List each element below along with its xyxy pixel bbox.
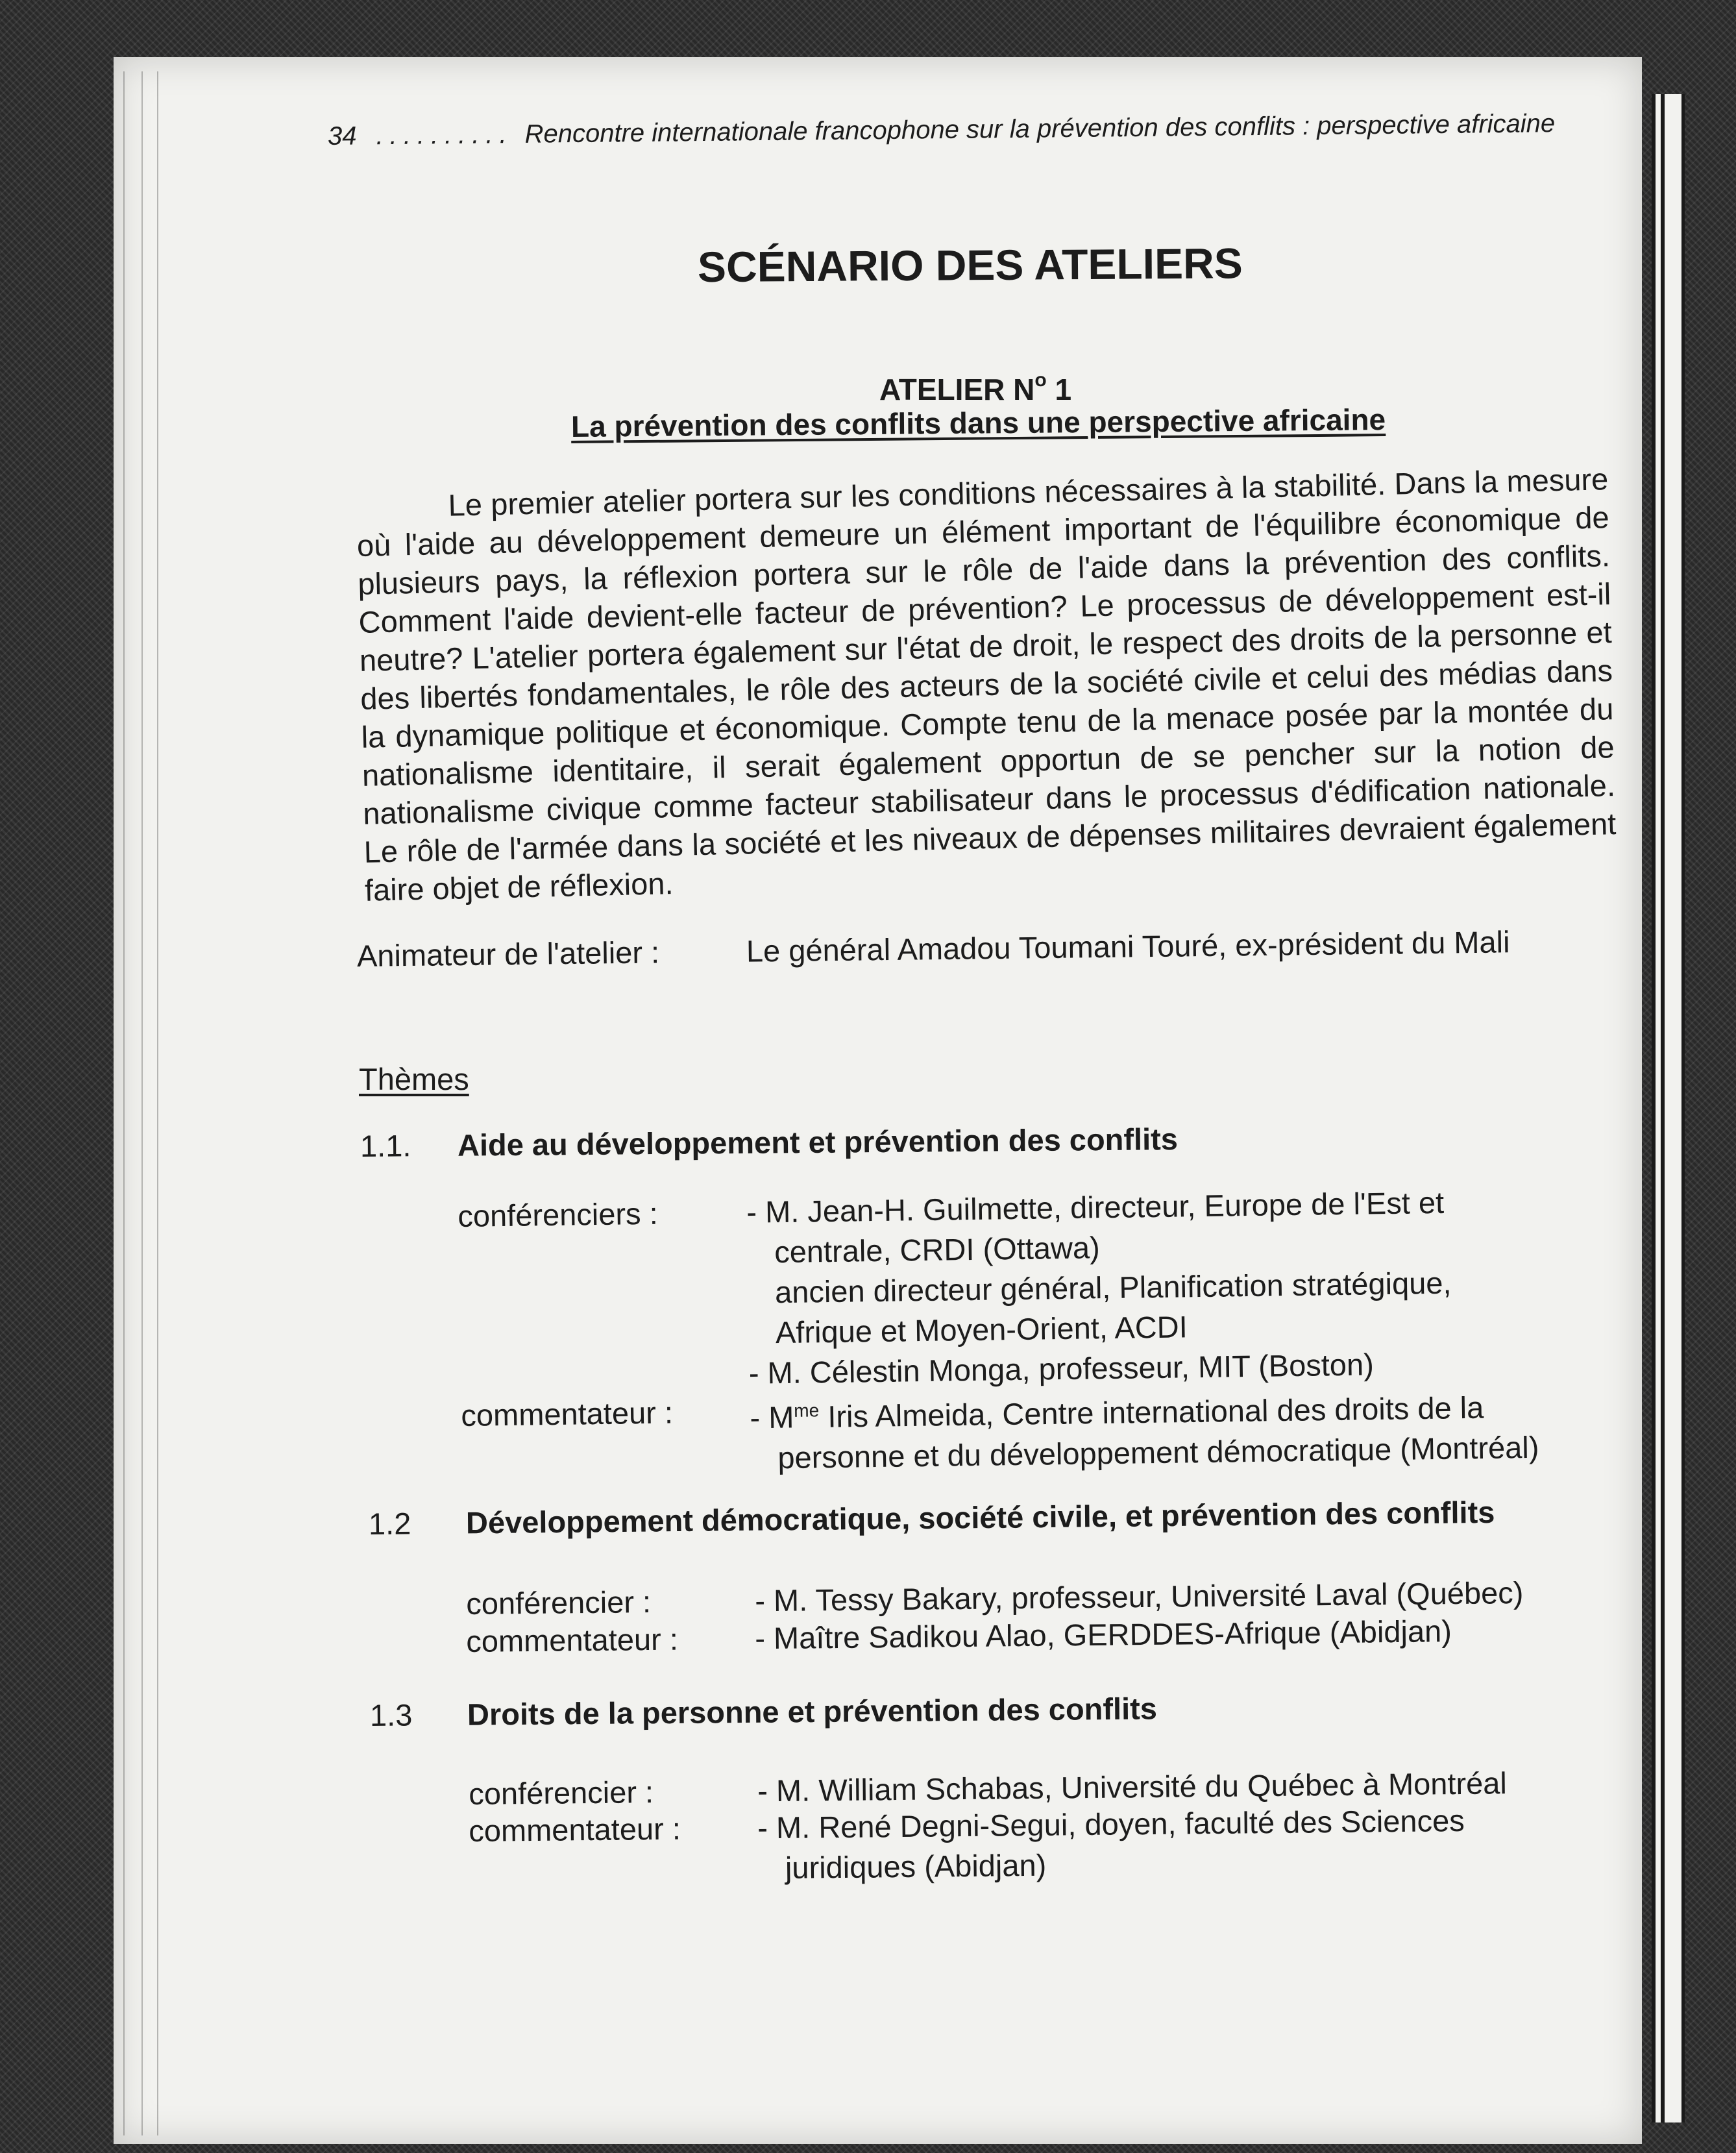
commentator-block [469, 1801, 1465, 1891]
running-title: Rencontre internationale francophone sur la prévention des conflits : perspective africaine [524, 109, 1556, 149]
commentator-line: personne et du développement démocratique (Montréal) [777, 1429, 1539, 1475]
speaker-line: - M. Tessy Bakary, professeur, Université Laval (Québec) [755, 1575, 1524, 1618]
commentator-line: - $M^{me}$ Iris Almeida, Centre international des droits de la [750, 1390, 1484, 1435]
section-number: 1.2 [368, 1506, 411, 1541]
speaker-line: - M. William Schabas, Université du Québec à Montréal [757, 1765, 1508, 1808]
section-heading [369, 1494, 1495, 1542]
commentator-line: - Maître Sadikou Alao, GERDDES-Afrique (Abidjan) [755, 1614, 1452, 1656]
animateur-value: Le général Amadou Toumani Touré, ex-président du Mali [746, 924, 1510, 968]
commentator-line: - M. René Degni-Segui, doyen, faculté des Sciences [757, 1802, 1465, 1845]
page-title: SCÉNARIO DES ATELIERS [697, 239, 1243, 291]
speakers-block [458, 1183, 1453, 1397]
atelier-label: ATELIER N [879, 373, 1035, 406]
atelier-subtitle: La prévention des conflits dans une perspective africaine [570, 402, 1386, 443]
commentator-role: commentateur : [466, 1621, 679, 1658]
atelier-label-sup: o [1034, 369, 1047, 391]
atelier-number: 1 [1055, 373, 1072, 406]
speaker-names [746, 1183, 1453, 1394]
section-heading [360, 1121, 1178, 1164]
speaker-role: conférenciers : [458, 1196, 659, 1233]
animateur-label: Animateur de l'atelier : [356, 935, 660, 973]
section-number: 1.3 [369, 1697, 413, 1732]
intro-text: Le premier atelier portera sur les conditions nécessaires à la stabilité. Dans la mesure où l'aide au développement demeure un élément important de l'équilibre économique de plusieurs pays, la réflexion portera sur le rôle de l'aide dans la prévention des conflits. Comment l'aide devient-elle facteur de prévention? Le processus de développement est-il neutre? L'atelier portera également sur l'état de droit, le respect des droits de la personne et des libertés fondamentales, le rôle des acteurs de la société civile et celui des médias dans la dynamique politique et économique. Compte tenu de la menace posée par la montée du nationalisme identitaire, il serait également opportun de se pencher sur la notion de nationalisme civique comme facteur stabilisateur dans le processus d'édification nationale. Le rôle de l'armée dans la société et les niveaux de dépenses militaires devraient également faire objet de réflexion. [356, 461, 1617, 907]
speaker-line: centrale, CRDI (Ottawa) [774, 1230, 1101, 1270]
atelier-heading [879, 369, 1072, 407]
speaker-line: Afrique et Moyen-Orient, ACDI [775, 1309, 1188, 1350]
intro-paragraph [356, 460, 1617, 909]
commentator-line: juridiques (Abidjan) [785, 1847, 1047, 1885]
animateur-line [357, 923, 1578, 974]
speaker-line: - M. Célestin Monga, professeur, MIT (Boston) [748, 1347, 1375, 1390]
commentator-block [461, 1381, 1539, 1482]
section-number: 1.1. [360, 1128, 411, 1163]
running-header [328, 109, 1593, 151]
commentator-role: commentateur : [461, 1395, 674, 1433]
speaker-role: conférencier : [469, 1775, 654, 1811]
commentator-names [757, 1801, 1465, 1888]
commentator-names [750, 1381, 1539, 1479]
speaker-role: conférencier : [466, 1584, 652, 1621]
section-title: Droits de la personne et prévention des conflits [467, 1691, 1158, 1732]
speaker-line: ancien directeur général, Planification stratégique, [774, 1265, 1452, 1310]
header-dots: .......... [376, 120, 513, 151]
section-heading [370, 1690, 1157, 1733]
page-number: 34 [327, 121, 357, 151]
section-title: Développement démocratique, société civile, et prévention des conflits [465, 1494, 1495, 1540]
speaker-line: - M. Jean-H. Guilmette, directeur, Europe de l'Est et [746, 1185, 1445, 1229]
themes-heading: Thèmes [359, 1062, 469, 1096]
commentator-names [755, 1611, 1452, 1658]
section-title: Aide au développement et prévention des conflits [457, 1122, 1179, 1163]
commentator-role: commentateur : [469, 1811, 681, 1848]
